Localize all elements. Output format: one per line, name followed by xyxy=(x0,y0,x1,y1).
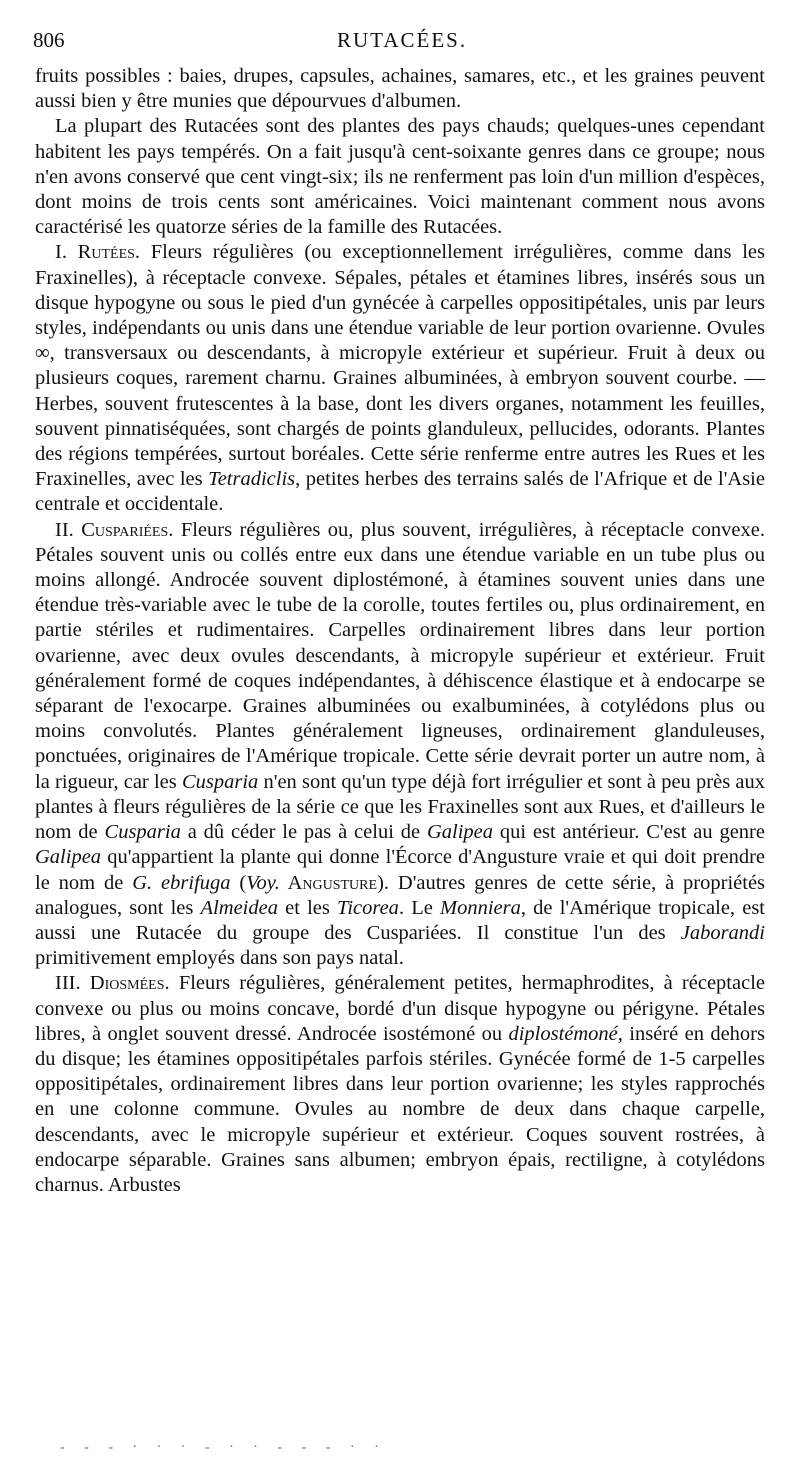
text-run: qui est antérieur. C'est au genre xyxy=(493,821,765,844)
series-rutees xyxy=(35,240,765,517)
text-run: . Le xyxy=(398,896,441,919)
text-run: ). D'autres genres de cette série, à propriétés analogues, sont les xyxy=(35,871,766,919)
footer-scan-marks: - - - · · · - · · - - - · · xyxy=(60,1440,387,1455)
italic-term: Monniera xyxy=(440,896,521,919)
italic-term: G. ebrifuga xyxy=(132,871,231,894)
text-run: a dû céder le pas à celui de xyxy=(180,821,427,844)
text-run: Fleurs régulières (ou exceptionnellement irrégulières, comme dans les Fraxinelles), à réceptacle convexe. Sépales, pétales et étamines libres, insérés sous un disque hypogyne ou sous le pied d'un gynécée à carpelles oppositipétales, unis par leurs styles, indépendants ou unis dans une étendue variable de leur portion ovarienne. Ovules ∞, transversaux ou descendants, à micropyle extérieur et supérieur. Fruit à deux ou plusieurs coques, rarement charnu. Graines albuminées, à embryon souvent courbe. — Herbes, souvent frutescentes à la base, dont les divers organes, notamment les feuilles, souvent pinnatiséquées, sont chargés de points glanduleux, pellucides, odorants. Plantes des régions tempérées, surtout boréales. Cette série renferme entre autres les Rues et les Fraxinelles, avec les xyxy=(35,241,765,491)
cross-reference: Angusture xyxy=(279,871,378,894)
italic-term: diplostémoné xyxy=(508,1022,618,1045)
series-heading: III. Diosmées. xyxy=(55,972,170,995)
series-diosmees xyxy=(35,971,765,1198)
paragraph-intro: La plupart des Rutacées sont des plantes des pays chauds; quelques-unes cependant habitent les pays tempérés. On a fait jusqu'à cent-soixante genres dans ce groupe; nous n'en avons conservé que cent vingt-six; ils ne renferment pas loin d'un million d'espèces, dont moins de trois cents sont américaines. Voici maintenant comment nous avons caractérisé les quatorze séries de la famille des Rutacées. xyxy=(35,115,765,239)
text-run: , inséré en dehors du disque; les étamines oppositipétales parfois stériles. Gynécée formé de 1-5 carpelles oppositipétales, ordinairement libres dans leur portion ovarienne; les styles rapprochés en une colonne commune. Ovules au nombre de deux dans chaque carpelle, descendants, avec le micropyle supérieur et extérieur. Coques souvent rostrées, à endocarpe séparable. Graines sans albumen; embryon épais, rectiligne, à cotylédons charnus. Arbustes xyxy=(35,1022,765,1196)
text-run: Fleurs régulières, généralement petites, hermaphrodites, à réceptacle convexe ou plus ou moins concave, bordé d'un disque hypogyne ou périgyne. Pétales libres, à onglet souvent dressé. Androcée isostémoné ou xyxy=(35,972,765,1045)
body-text xyxy=(35,64,765,1198)
text-run: n'en sont qu'un type déjà fort irrégulier et sont à peu près aux plantes à fleurs régulières de la série ce que les Fraxinelles sont aux Rues, et d'ailleurs le nom de xyxy=(35,770,765,844)
page-number: 806 xyxy=(33,28,65,52)
running-title: RUTACÉES. xyxy=(337,28,468,52)
italic-term: Tetradiclis xyxy=(208,468,296,491)
text-run: et les xyxy=(277,896,338,919)
text-run: ( xyxy=(230,871,247,894)
text-run: , petites herbes des terrains salés de l'Afrique et de l'Asie centrale et occidentale. xyxy=(35,468,765,516)
series-cuspariees xyxy=(35,518,765,972)
series-heading: I. Rutées. xyxy=(55,241,141,264)
text-run: , de l'Amérique tropicale, est aussi une Rutacée du groupe des Cuspariées. Il constitue l'un des xyxy=(35,896,765,944)
text-run: Fleurs régulières ou, plus souvent, irrégulières, à réceptacle convexe. Pétales souvent unis ou collés entre eux dans une étendue variable en un tube plus ou moins allongé. Androcée souvent diplostémoné, à étamines souvent unies dans une étendue très-variable avec le tube de la corolle, toutes fertiles ou, plus ordinairement, en partie stériles et rudimentaires. Carpelles ordinairement libres dans leur portion ovarienne, avec deux ovules descendants, à micropyle supérieur et extérieur. Fruit généralement formé de coques indépendantes, à déhiscence élastique et à endocarpe se séparant de l'exocarpe. Graines albuminées ou exalbuminées, à cotylédons plus ou moins convolutés. Plantes généralement ligneuses, ordinairement glanduleuses, ponctuées, originaires de l'Amérique tropicale. Cette série devrait porter un autre nom, à la rigueur, car les xyxy=(35,518,766,793)
italic-term: Cusparia xyxy=(104,821,181,844)
italic-term: Almeidea xyxy=(200,896,278,919)
text-run: qu'appartient la plante qui donne l'Écorce d'Angusture vraie et qui doit prendre le nom de xyxy=(35,846,765,894)
paragraph-continuation: fruits possibles : baies, drupes, capsules, achaines, samares, etc., et les graines peuvent aussi bien y être munies que dépourvues d'albumen. xyxy=(35,65,765,113)
italic-term: Cusparia xyxy=(181,770,259,793)
series-heading: II. Cuspariées. xyxy=(55,518,174,541)
italic-term: Jaborandi xyxy=(680,921,765,944)
italic-term: Ticorea xyxy=(337,896,399,919)
italic-term: Galipea xyxy=(426,821,494,844)
italic-term: Galipea xyxy=(35,846,102,869)
italic-term: Voy. xyxy=(246,871,280,894)
page-header xyxy=(0,20,800,60)
text-run: primitivement employés dans son pays natal. xyxy=(35,947,404,970)
